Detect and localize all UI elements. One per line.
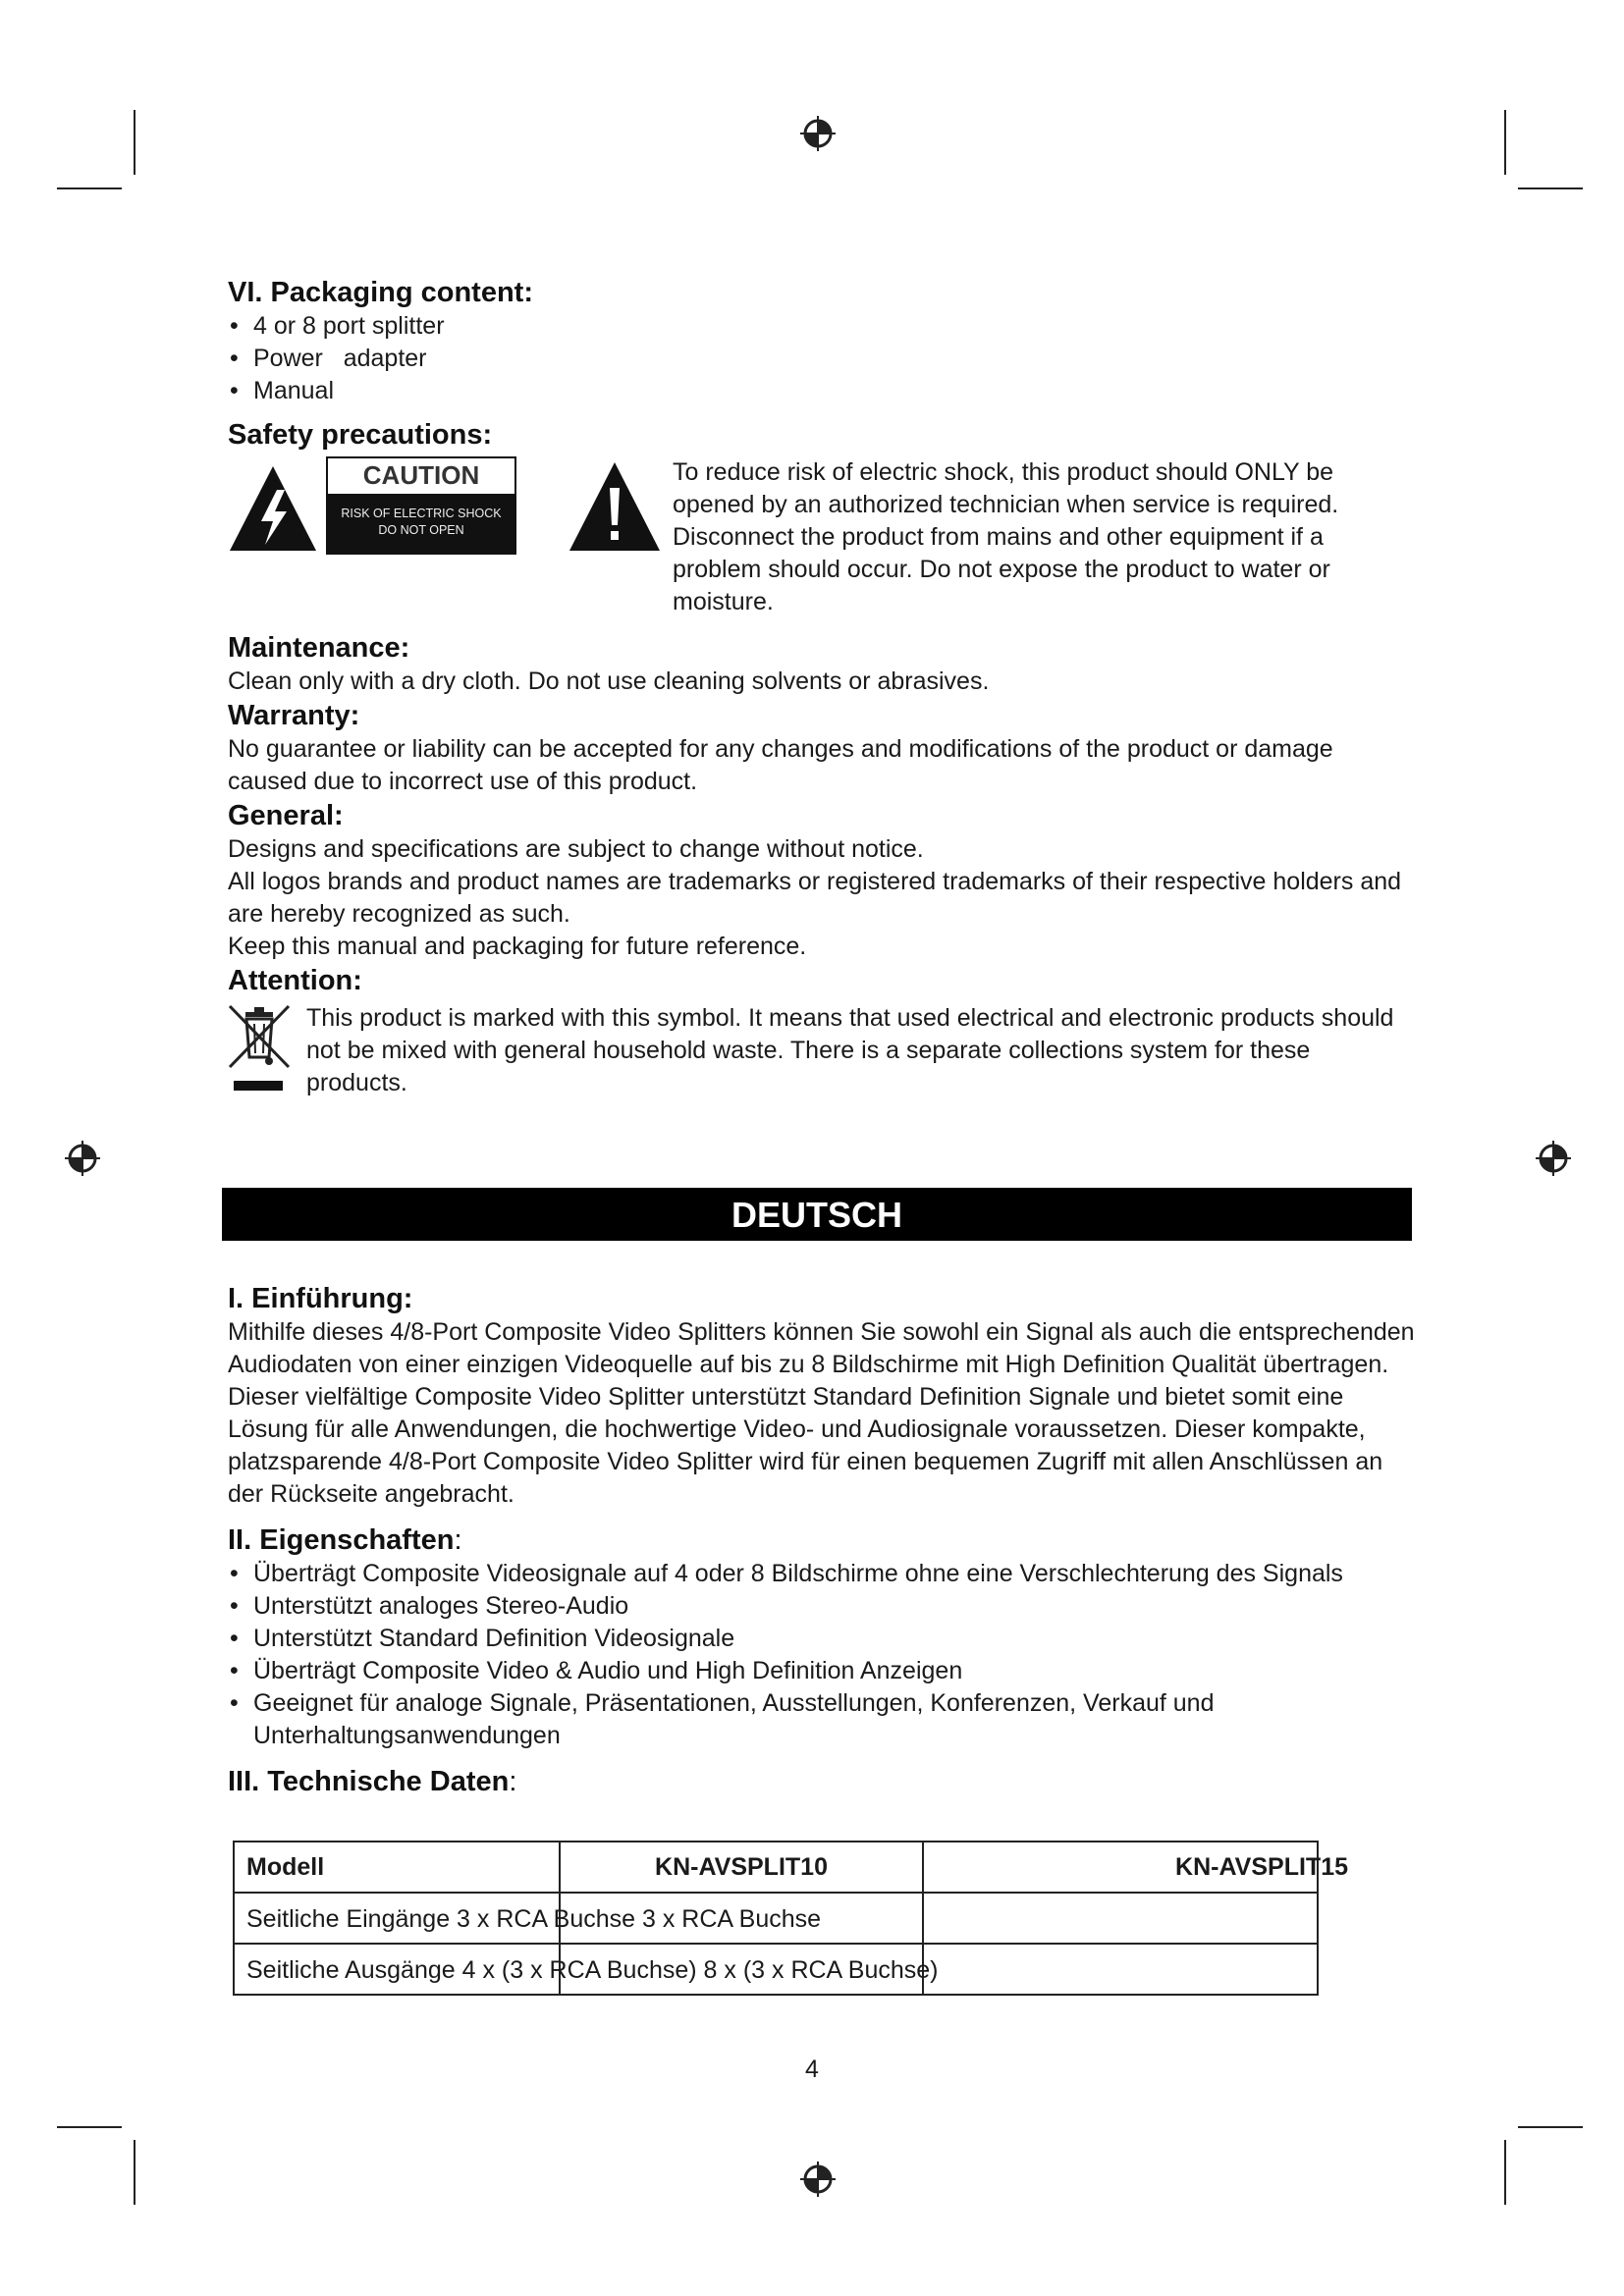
language-banner: DEUTSCH xyxy=(222,1188,1412,1241)
attention-text: This product is marked with this symbol. It means that used electrical and electronic products should not be mixed with general household waste. There is a separate collections system for these products. xyxy=(306,1004,1394,1096)
caution-box xyxy=(326,456,516,555)
row-text: Seitliche Eingänge 3 x RCA Buchse 3 x RCA Buchse xyxy=(246,1905,822,1933)
eigenschaften-list xyxy=(228,1558,1416,1752)
list-item: • Unterstützt analoges Stereo-Audio xyxy=(228,1590,1416,1623)
table-row xyxy=(234,1944,1318,1995)
eigenschaften-title-text: II. Eigenschaften xyxy=(228,1524,455,1556)
packaging-list xyxy=(228,310,1416,407)
einfuehrung-title: I. Einführung: xyxy=(228,1283,413,1314)
maintenance-text: Clean only with a dry cloth. Do not use cleaning solvents or abrasives. xyxy=(228,667,990,695)
general-text: All logos brands and product names are trademarks or registered trademarks of their respective holders and are hereby recognized as such. xyxy=(228,868,1402,928)
table-cell xyxy=(923,1893,1318,1944)
attention-title: Attention: xyxy=(228,965,362,996)
title-colon: : xyxy=(509,1766,517,1797)
title-colon: : xyxy=(454,1524,462,1556)
registration-mark-icon xyxy=(798,2160,838,2199)
list-item: • Power adapter xyxy=(228,343,1416,375)
crop-mark xyxy=(134,110,135,175)
row-text: Seitliche Ausgänge 4 x (3 x RCA Buchse) 8 x (3 x RCA Buchse) xyxy=(246,1956,939,1984)
german-section xyxy=(228,1281,1416,1799)
general-text: Keep this manual and packaging for future reference. xyxy=(228,933,807,960)
crop-mark xyxy=(1504,110,1506,175)
eigenschaften-title xyxy=(228,1522,1416,1558)
warranty-title: Warranty: xyxy=(228,700,360,731)
spec-table xyxy=(233,1841,1348,1996)
list-item: • Überträgt Composite Video & Audio und High Definition Anzeigen xyxy=(228,1655,1416,1687)
crop-mark xyxy=(1504,2140,1506,2205)
einfuehrung-text: Mithilfe dieses 4/8-Port Composite Video Splitters können Sie sowohl ein Signal als auch die entsprechenden Audiodaten von einer einzigen Videoquelle auf bis zu 8 Bildschirme mit High Definition Qualität übertragen. xyxy=(228,1318,1415,1378)
list-item: • Manual xyxy=(228,375,1416,407)
caution-sub-line: RISK OF ELECTRIC SHOCK xyxy=(341,507,502,520)
packaging-title: VI. Packaging content: xyxy=(228,277,533,308)
table-header-cell: Modell xyxy=(234,1842,560,1893)
technische-title xyxy=(228,1764,1416,1799)
table-cell xyxy=(234,1944,939,1995)
table-header-cell xyxy=(923,1842,1348,1893)
lightning-warning-icon xyxy=(228,464,318,553)
english-section xyxy=(228,275,1416,1100)
registration-mark-icon xyxy=(63,1139,102,1178)
caution-sub-line: DO NOT OPEN xyxy=(378,523,464,537)
crossed-bin-icon xyxy=(228,1002,291,1096)
model-15-label: KN-AVSPLIT15 xyxy=(1175,1852,1348,1881)
crop-mark xyxy=(57,187,122,189)
exclamation-warning-icon xyxy=(568,460,662,553)
crop-mark xyxy=(134,2140,135,2205)
safety-block xyxy=(228,456,1416,618)
einfuehrung-text: Dieser vielfältige Composite Video Splitter unterstützt Standard Definition Signale und bietet somit eine Lösung für alle Anwendungen, die hochwertige Video- und Audiosignale voraussetzen. Dieser kompakte, platzsparende 4/8-Port Composite Video Splitter wird für einen bequemen Zugriff mit allen Anschlüssen an der Rückseite angebracht. xyxy=(228,1383,1383,1508)
list-item: • Geeignet für analoge Signale, Präsentationen, Ausstellungen, Konferenzen, Verkauf und Unterhaltungsanwendungen xyxy=(228,1687,1416,1752)
general-text: Designs and specifications are subject to change without notice. xyxy=(228,835,924,863)
safety-title: Safety precautions: xyxy=(228,419,493,451)
caution-label xyxy=(228,456,670,574)
list-item: • 4 or 8 port splitter xyxy=(228,310,1416,343)
technische-title-text: III. Technische Daten xyxy=(228,1766,510,1797)
list-item: • Überträgt Composite Videosignale auf 4 oder 8 Bildschirme ohne eine Verschlechterung des Signals xyxy=(228,1558,1416,1590)
registration-mark-icon xyxy=(798,114,838,153)
table-cell xyxy=(923,1944,1318,1995)
table-row xyxy=(234,1893,1318,1944)
crop-mark xyxy=(1518,2126,1583,2128)
crop-mark xyxy=(57,2126,122,2128)
page-number: 4 xyxy=(805,2056,819,2083)
attention-block xyxy=(228,1002,1416,1100)
registration-mark-icon xyxy=(1534,1139,1573,1178)
list-item: • Unterstützt Standard Definition Videosignale xyxy=(228,1623,1416,1655)
caution-text: CAUTION xyxy=(362,460,480,490)
weee-bin-icon xyxy=(228,1002,306,1100)
safety-text: To reduce risk of electric shock, this product should ONLY be opened by an authorized technician when service is required. Disconnect the product from mains and other equipment if a problem should occur. Do not expose the product to water or moisture. xyxy=(673,458,1339,615)
caution-sub xyxy=(328,494,514,553)
crop-mark xyxy=(1518,187,1583,189)
table-cell xyxy=(234,1893,822,1944)
table-header-cell: KN-AVSPLIT10 xyxy=(560,1842,923,1893)
table-row xyxy=(234,1842,1318,1893)
warranty-text: No guarantee or liability can be accepted for any changes and modifications of the product or damage caused due to incorrect use of this product. xyxy=(228,735,1333,795)
general-title: General: xyxy=(228,800,344,831)
maintenance-title: Maintenance: xyxy=(228,632,410,664)
